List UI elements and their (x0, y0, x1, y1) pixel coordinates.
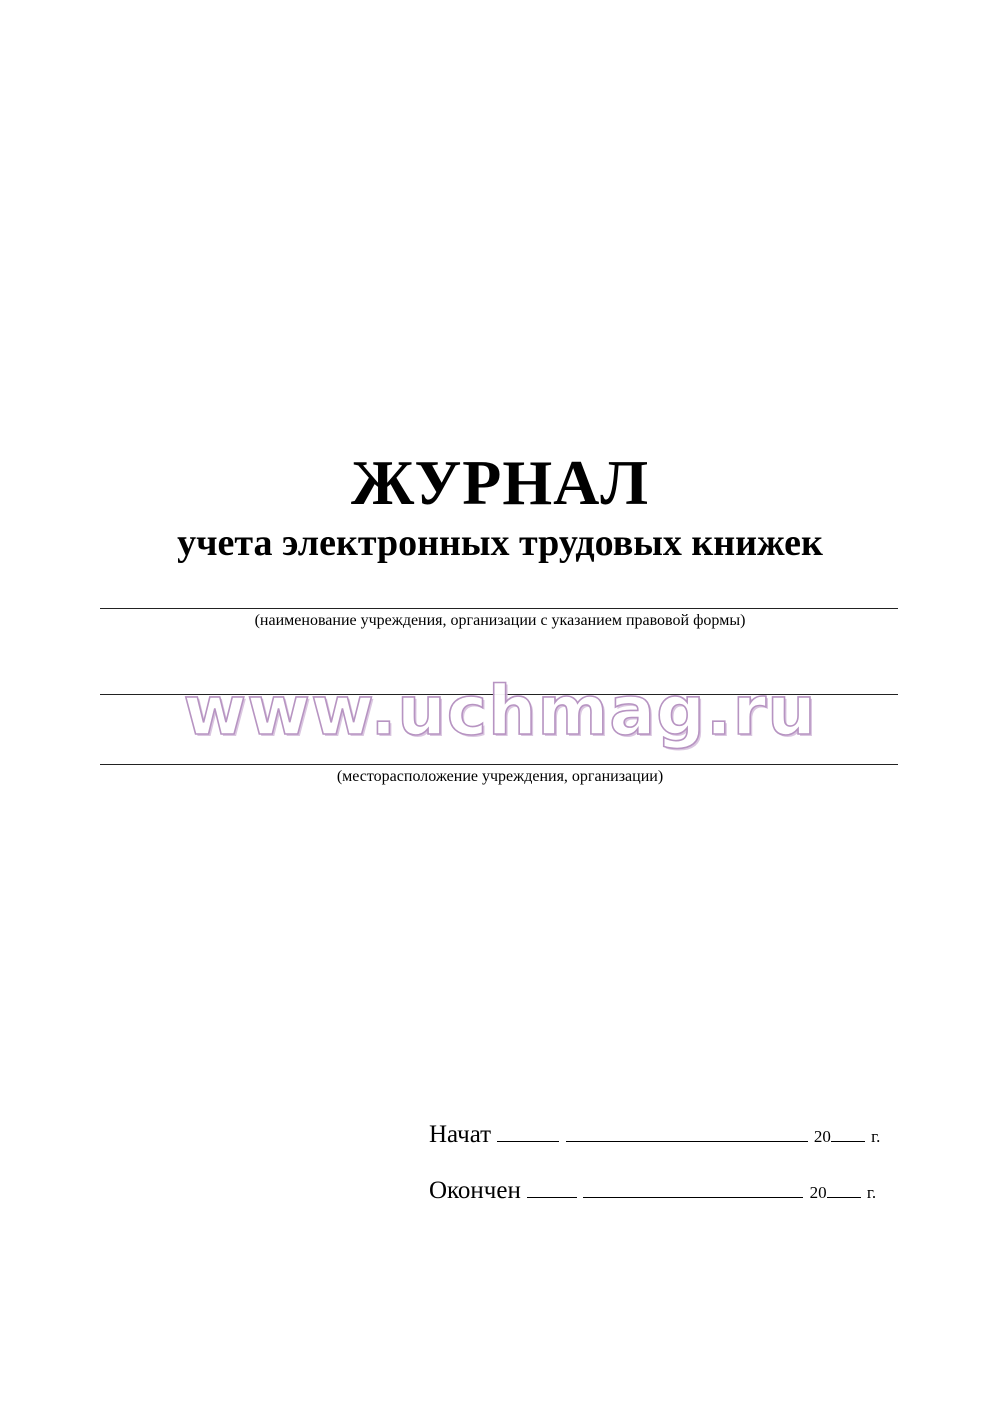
start-year-suffix: г. (871, 1127, 881, 1146)
document-subtitle: учета электронных трудовых книжек (177, 522, 823, 564)
location-line-lower (100, 764, 898, 765)
start-year-blank (831, 1140, 865, 1142)
end-date-row (429, 1176, 876, 1208)
start-month-blank (566, 1140, 808, 1142)
end-label: Окончен (429, 1177, 521, 1204)
location-caption: (месторасположение учреждения, организации) (336, 768, 664, 785)
start-year-prefix: 20 (813, 1127, 831, 1146)
end-year-blank (827, 1196, 861, 1198)
organization-name-line (100, 608, 898, 609)
end-month-blank (583, 1196, 803, 1198)
start-day-blank (497, 1140, 559, 1142)
watermark-logo: www.uchmag.ru (183, 672, 817, 751)
document-title: ЖУРНАЛ (350, 447, 650, 518)
start-date-row (429, 1120, 880, 1152)
end-year-prefix: 20 (809, 1183, 827, 1202)
end-year-suffix: г. (866, 1183, 877, 1202)
end-day-blank (527, 1196, 577, 1198)
start-label: Начат (429, 1121, 492, 1148)
organization-caption: (наименование учреждения, организации с указанием правовой формы) (254, 612, 746, 629)
